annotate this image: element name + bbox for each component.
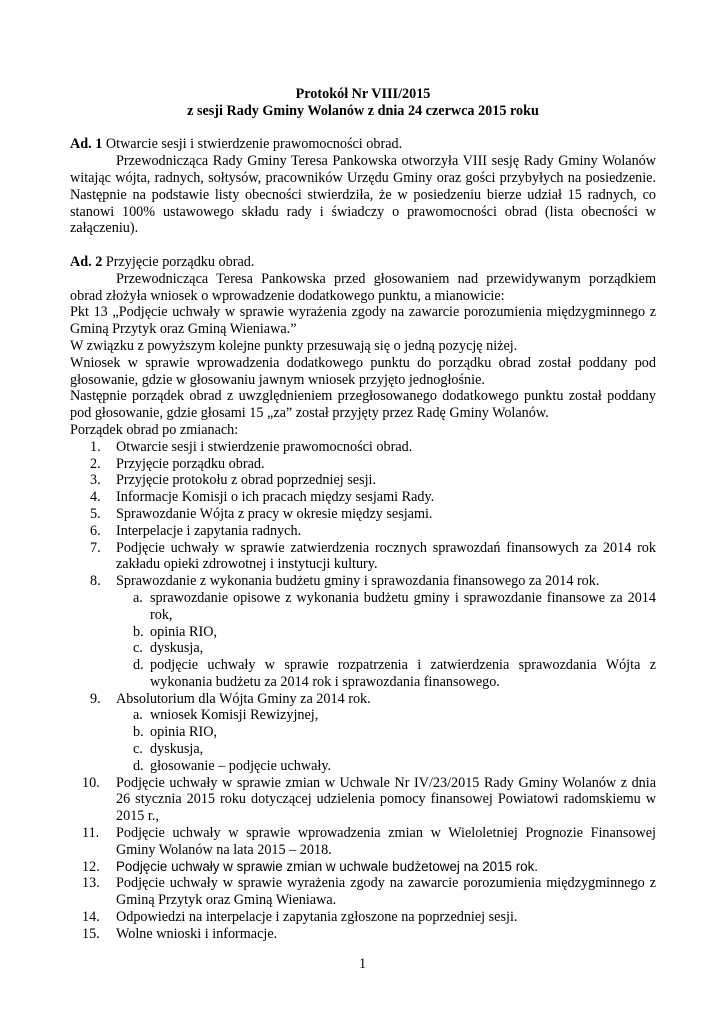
agenda-item-number: 15.	[82, 925, 100, 942]
spacer	[70, 120, 656, 137]
agenda-item-number: 3.	[90, 472, 101, 489]
agenda-item-number: 10.	[82, 774, 100, 791]
agenda-subitem-letter: b.	[133, 724, 144, 741]
page-number: 1	[358, 956, 367, 972]
agenda-subitem-letter: a.	[133, 589, 143, 606]
agenda-item-number: 12.	[82, 858, 100, 875]
agenda-subitem-text: dyskusja,	[150, 640, 204, 657]
agenda-list	[70, 439, 656, 943]
agenda-item-text: Podjęcie uchwały w sprawie wprowadzenia zmian w Wieloletniej Prognozie Finansowej Gminy Wolanów na lata 2015 – 2018.	[116, 825, 656, 858]
agenda-item-text: Otwarcie sesji i stwierdzenie prawomocności obrad.	[116, 438, 413, 455]
agenda-item-text: Sprawozdanie Wójta z pracy w okresie między sesjami.	[116, 505, 433, 522]
ad2-paragraph-4: Wniosek w sprawie wprowadzenia dodatkowego punktu do porządku obrad został poddany pod głosowanie, gdzie w głosowaniu jawnym wniosek przyjęto jednogłośnie.	[70, 354, 656, 388]
agenda-item	[70, 875, 656, 909]
agenda-item	[70, 523, 656, 540]
agenda-item	[70, 573, 656, 590]
agenda-subitem	[70, 624, 656, 641]
agenda-item-text: Informacje Komisji o ich pracach między sesjami Rady.	[116, 489, 435, 506]
agenda-subitem-letter: c.	[133, 640, 143, 657]
agenda-item-text: Odpowiedzi na interpelacje i zapytania zgłoszone na poprzedniej sesji.	[116, 909, 518, 926]
agenda-item-text: Absolutorium dla Wójta Gminy za 2014 rok.	[116, 690, 371, 707]
agenda-item-number: 4.	[90, 489, 101, 506]
ad2-paragraph-3: W związku z powyższym kolejne punkty przesuwają się o jedną pozycję niżej.	[70, 337, 518, 354]
agenda-subitem-letter: d.	[133, 757, 144, 774]
agenda-item-text: Podjęcie uchwały w sprawie zatwierdzenia rocznych sprawozdań finansowych za 2014 rok zakładu opieki zdrowotnej i instytucji kultury.	[116, 539, 656, 573]
agenda-item-number: 11.	[82, 825, 100, 842]
ad2-label: Ad. 2	[70, 253, 103, 270]
agenda-subitem	[70, 741, 656, 758]
agenda-item-text: Przyjęcie protokołu z obrad poprzedniej sesji.	[116, 472, 377, 489]
ad2-heading	[70, 254, 656, 271]
agenda-item-text: Interpelacje i zapytania radnych.	[116, 522, 302, 539]
agenda-subitem-text: sprawozdanie opisowe z wykonania budżetu gminy i sprawozdanie finansowe za 2014 rok,	[150, 589, 656, 623]
agenda-item	[70, 859, 656, 876]
agenda-subitem	[70, 590, 656, 624]
agenda-item-text: Podjęcie uchwały w sprawie zmian w uchwale budżetowej na 2015 rok.	[116, 858, 539, 874]
agenda-subitem-text: opinia RIO,	[150, 724, 217, 741]
agenda-item	[70, 926, 656, 943]
document-page	[70, 86, 656, 943]
agenda-subitem-letter: c.	[133, 741, 143, 758]
agenda-item-text: Sprawozdanie z wykonania budżetu gminy i sprawozdania finansowego za 2014 rok.	[116, 573, 600, 590]
spacer	[70, 237, 656, 254]
agenda-item-number: 7.	[90, 539, 101, 556]
ad1-heading	[70, 136, 656, 153]
agenda-subitem-text: głosowanie – podjęcie uchwały.	[150, 757, 332, 774]
agenda-subitem-letter: b.	[133, 623, 144, 640]
document-subtitle: z sesji Rady Gminy Wolanów z dnia 24 czerwca 2015 roku	[187, 102, 539, 119]
agenda-item-number: 9.	[90, 690, 101, 707]
agenda-subitem-letter: a.	[133, 707, 143, 724]
agenda-item-text: Podjęcie uchwały w sprawie zmian w Uchwale Nr IV/23/2015 Rady Gminy Wolanów z dnia 26 stycznia 2015 roku dotyczącej udzielenia pomocy finansowej Powiatowi radomskiemu w 2015 r.,	[116, 774, 656, 825]
agenda-item	[70, 506, 656, 523]
agenda-subitem-text: podjęcie uchwały w sprawie rozpatrzenia i zatwierdzenia sprawozdania Wójta z wykonania budżetu za 2014 rok i sprawozdania finansowego.	[150, 657, 656, 690]
agenda-item-number: 2.	[90, 455, 101, 472]
document-title: Protokół Nr VIII/2015	[295, 86, 431, 102]
ad2-paragraph-1: Przewodnicząca Teresa Pankowska przed głosowaniem nad przewidywanym porządkiem obrad złożyła wniosek o wprowadzenie dodatkowego punktu, a mianowicie:	[70, 270, 656, 304]
agenda-subitem	[70, 758, 656, 775]
agenda-item	[70, 775, 656, 825]
ad1-paragraph: Przewodnicząca Rady Gminy Teresa Pankowska otworzyła VIII sesję Rady Gminy Wolanów witając wójta, radnych, sołtysów, pracowników Urzędu Gminy oraz gości przybyłych na posiedzenie. Następnie na podstawie listy obecności stwierdziła, że w posiedzeniu bierze udział 15 radnych, co stanowi 100% ustawowego składu rady i świadczy o prawomocności obrad (lista obecności w załączeniu).	[70, 153, 656, 237]
ad2-heading-text: Przyjęcie porządku obrad.	[105, 253, 255, 270]
agenda-item	[70, 540, 656, 574]
agenda-item	[70, 691, 656, 708]
ad2-paragraph-6: Porządek obrad po zmianach:	[70, 421, 239, 438]
agenda-subitem-text: opinia RIO,	[150, 623, 217, 640]
agenda-item-number: 6.	[90, 522, 101, 539]
agenda-item-text: Podjęcie uchwały w sprawie wyrażenia zgody na zawarcie porozumienia międzygminnego z Gminą Przytyk oraz Gminą Wieniawa.	[116, 875, 656, 909]
agenda-subitem-letter: d.	[133, 657, 144, 674]
agenda-item	[70, 489, 656, 506]
agenda-item-text: Wolne wnioski i informacje.	[116, 925, 278, 942]
agenda-item-number: 14.	[82, 909, 100, 926]
ad2-paragraph-5: Następnie porządek obrad z uwzględnieniem przegłosowanego dodatkowego punktu został poddany pod głosowanie, gdzie głosami 15 „za” został przyjęty przez Radę Gminy Wolanów.	[70, 388, 656, 422]
agenda-item	[70, 456, 656, 473]
agenda-item	[70, 825, 656, 859]
ad1-label: Ad. 1	[70, 136, 103, 153]
agenda-subitem-text: wniosek Komisji Rewizyjnej,	[150, 707, 319, 724]
agenda-item	[70, 909, 656, 926]
agenda-item-number: 5.	[90, 505, 101, 522]
agenda-item-number: 8.	[90, 573, 101, 590]
ad1-heading-text: Otwarcie sesji i stwierdzenie prawomocności obrad.	[105, 136, 403, 153]
ad2-paragraph-2: Pkt 13 „Podjęcie uchwały w sprawie wyrażenia zgody na zawarcie porozumienia międzygminnego z Gminą Przytyk oraz Gminą Wieniawa.”	[70, 304, 656, 338]
agenda-subitem-text: dyskusja,	[150, 741, 204, 758]
agenda-item	[70, 472, 656, 489]
agenda-item-number: 13.	[82, 875, 100, 892]
agenda-subitem	[70, 640, 656, 657]
agenda-subitem	[70, 657, 656, 691]
agenda-subitem	[70, 707, 656, 724]
agenda-item-number: 1.	[90, 438, 101, 455]
agenda-item	[70, 439, 656, 456]
agenda-item-text: Przyjęcie porządku obrad.	[116, 455, 265, 472]
agenda-subitem	[70, 724, 656, 741]
